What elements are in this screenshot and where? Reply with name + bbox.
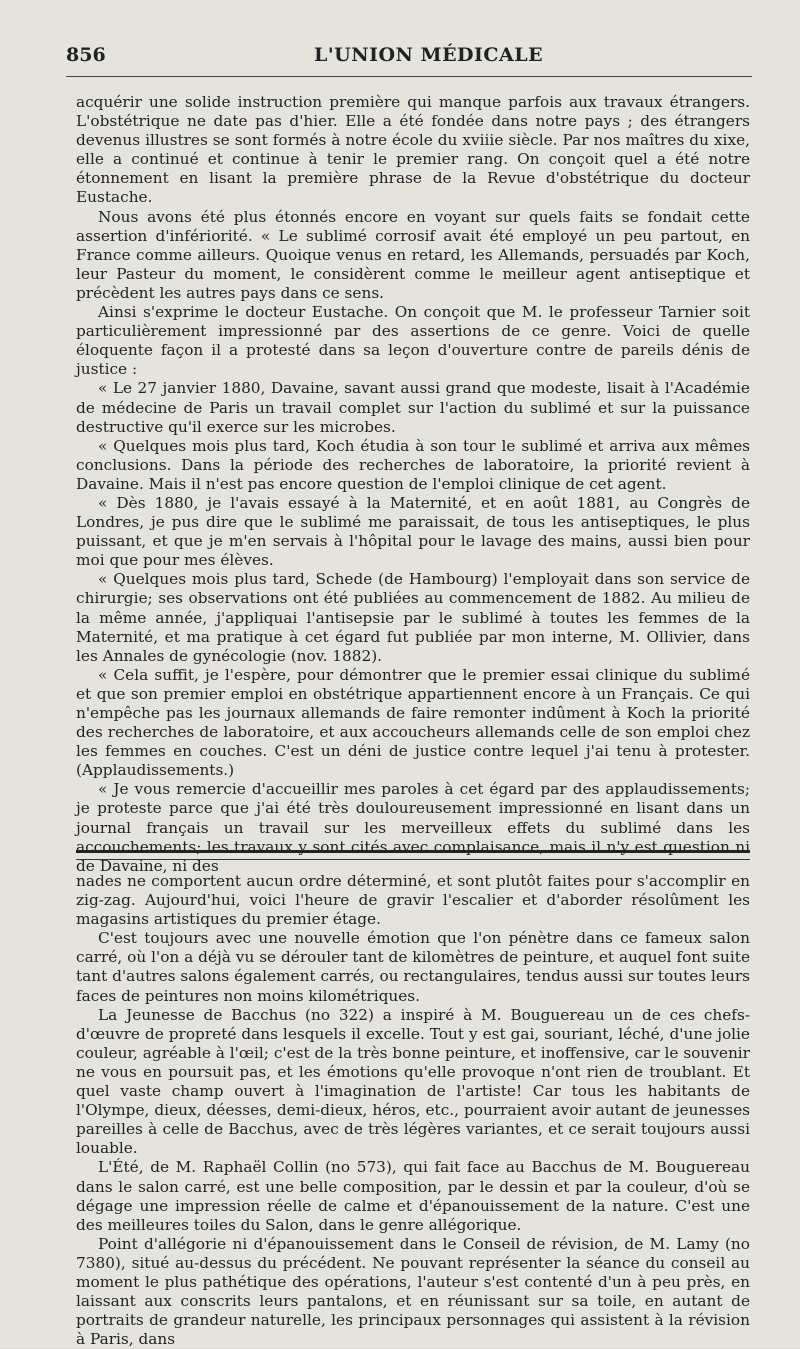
article-paragraph: « Quelques mois plus tard, Schede (de Hambourg) l'employait dans son service de chirurgie; ses observations ont été publiées au commencement de 1882. Au milieu de la même année, j'appliquai l'antisepsie par le sublimé à toutes les femmes de la Maternité, et ma pratique à cet égard fut publiée par mon interne, M. Ollivier, dans les Annales de gynécologie (nov. 1882).: [76, 570, 750, 665]
page-header: [66, 44, 752, 74]
article-paragraph: « Quelques mois plus tard, Koch étudia à son tour le sublimé et arriva aux mêmes conclusions. Dans la période des recherches de laboratoire, la priorité revient à Davaine. Mais il n'est pas encore question de l'emploi clinique de cet agent.: [76, 436, 750, 493]
journal-title: L'UNION MÉDICALE: [314, 44, 544, 66]
article-paragraph: « Cela suffit, je l'espère, pour démontrer que le premier essai clinique du sublimé et que son premier emploi en obstétrique appartiennent encore à un Français. Ce qui n'empêche pas les journaux allemands de faire remonter indûment à Koch la priorité des recherches de laboratoire, et aux accoucheurs allemands celle de son emploi chez les femmes en couches. C'est un déni de justice contre lequel j'ai tenu à protester. (Applaudissements.): [76, 665, 750, 780]
header-rule: [66, 76, 752, 77]
article-paragraph: « Je vous remercie d'accueillir mes paroles à cet égard par des applaudissements; je proteste parce que j'ai été très douloureusement impressionné en lisant dans un journal français un travail sur les merveilleux effets du sublimé dans les accouchements; les travaux y sont cités avec complaisance, mais il n'y est question ni de Davaine, ni des: [76, 780, 750, 875]
feuilleton-paragraph: nades ne comportent aucun ordre déterminé, et sont plutôt faites pour s'accomplir en zig-zag. Aujourd'hui, voici l'heure de gravir l'escalier et d'aborder résolûment les magasins artistiques du premier étage.: [76, 872, 750, 929]
feuilleton-body: [76, 872, 750, 1349]
article-body: [76, 93, 750, 876]
feuilleton-paragraph: C'est toujours avec une nouvelle émotion que l'on pénètre dans ce fameux salon carré, où l'on a déjà vu se dérouler tant de kilomètres de peinture, et auquel font suite tant d'autres salons également carrés, ou rectangulaires, tendus aussi sur toutes leurs faces de peintures non moins kilométriques.: [76, 929, 750, 1005]
article-paragraph: « Dès 1880, je l'avais essayé à la Maternité, et en août 1881, au Congrès de Londres, je pus dire que le sublimé me paraissait, de tous les antiseptiques, le plus puissant, et que je m'en servais à l'hôpital pour le lavage des mains, aussi bien pour moi que pour mes élèves.: [76, 493, 750, 570]
feuilleton-paragraph: Point d'allégorie ni d'épanouissement dans le Conseil de révision, de M. Lamy (no 7380), situé au-dessus du précédent. Ne pouvant représenter la séance du conseil au moment le plus pathétique des opérations, l'auteur s'est contenté d'un à peu près, en laissant aux conscrits leurs pantalons, et en réunissant sur sa toile, en autant de portraits de grandeur naturelle, les principaux personnages qui assistent à la révision à Paris, dans: [76, 1234, 750, 1349]
article-paragraph: Nous avons été plus étonnés encore en voyant sur quels faits se fondait cette assertion d'infériorité. « Le sublimé corrosif avait été employé un peu partout, en France comme ailleurs. Quoique venus en retard, les Allemands, persuadés par Koch, leur Pasteur du moment, le considèrent comme le meilleur agent antiseptique et précèdent les autres pays dans ce sens.: [76, 207, 750, 302]
feuilleton-paragraph: L'Été, de M. Raphaël Collin (no 573), qui fait face au Bacchus de M. Bouguereau dans le salon carré, est une belle composition, par le dessin et par la couleur, d'où se dégage une impression réelle de calme et d'épanouissement de la nature. C'est une des meilleures toiles du Salon, dans le genre allégorique.: [76, 1158, 750, 1234]
article-paragraph: acquérir une solide instruction première qui manque parfois aux travaux étrangers. L'obstétrique ne date pas d'hier. Elle a été fondée dans notre pays ; des étrangers devenus illustres se sont formés à notre école du xviiie siècle. Par nos maîtres du xixe, elle a continué et continue à tenir le premier rang. On conçoit quel a été notre étonnement en lisant la première phrase de la Revue d'obstétrique du docteur Eustache.: [76, 93, 750, 207]
feuilleton-paragraph: La Jeunesse de Bacchus (no 322) a inspiré à M. Bouguereau un de ces chefs-d'œuvre de propreté dans lesquels il excelle. Tout y est gai, souriant, léché, d'une jolie couleur, agréable à l'œil; c'est de la très bonne peinture, et inoffensive, car le souvenir ne vous en poursuit pas, et les émotions qu'elle provoque n'ont rien de troublant. Et quel vaste champ ouvert à l'imagination de l'artiste! Car tous les habitants de l'Olympe, dieux, déesses, demi-dieux, héros, etc., pourraient avoir autant de jeunesses pareilles à celle de Bacchus, avec de très légères variantes, et ce serait toujours aussi louable.: [76, 1005, 750, 1158]
article-paragraph: Ainsi s'exprime le docteur Eustache. On conçoit que M. le professeur Tarnier soit particulièrement impressionné par des assertions de ce genre. Voici de quelle éloquente façon il a protesté dans sa leçon d'ouverture contre de pareils dénis de justice :: [76, 303, 750, 379]
article-paragraph: « Le 27 janvier 1880, Davaine, savant aussi grand que modeste, lisait à l'Académie de médecine de Paris un travail complet sur l'action du sublimé et sur la puissance destructive qu'il exerce sur les microbes.: [76, 379, 750, 436]
page-number: 856: [66, 44, 106, 66]
feuilleton-separator: [76, 850, 750, 860]
